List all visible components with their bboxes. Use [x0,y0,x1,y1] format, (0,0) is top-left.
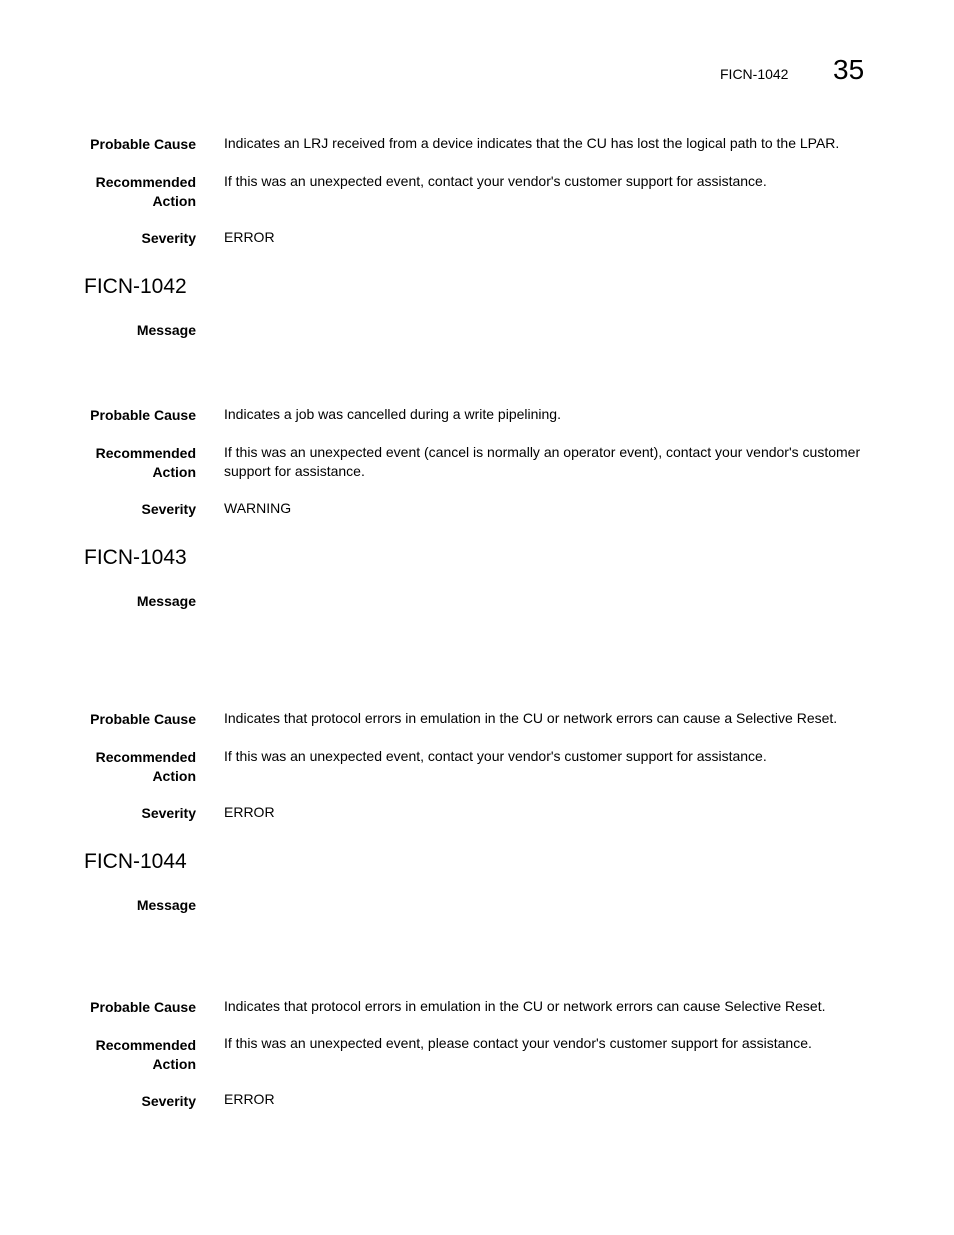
recommended-action-label [60,173,196,211]
section-title: FICN-1042 [84,275,187,298]
probable-cause-text: Indicates that protocol errors in emulation in the CU or network errors can cause Selective Reset. [224,998,826,1014]
section-title: FICN-1043 [84,546,187,569]
probable-cause-text: Indicates a job was cancelled during a write pipelining. [224,406,561,422]
probable-cause-text: Indicates that protocol errors in emulation in the CU or network errors can cause a Selective Reset. [224,710,838,726]
recommended-label-line2: Action [152,464,196,480]
severity-value: ERROR [224,804,275,820]
severity-label: Severity [141,230,196,246]
recommended-action-text: If this was an unexpected event (cancel is normally an operator event), contact your vendor's customer support for assistance. [224,444,861,479]
severity-value: WARNING [224,500,292,516]
recommended-label-line1: Recommended [95,174,196,190]
recommended-action-text: If this was an unexpected event, contact your vendor's customer support for assistance. [224,173,767,189]
severity-label: Severity [141,1093,196,1109]
chapter-number: 35 [833,54,865,85]
section-title: FICN-1044 [84,850,187,873]
severity-value: ERROR [224,1091,275,1107]
probable-cause-text: Indicates an LRJ received from a device indicates that the CU has lost the logical path to the LPAR. [224,135,840,151]
recommended-label-line2: Action [152,768,196,784]
message-label: Message [136,322,196,338]
recommended-action-label [60,1036,196,1074]
recommended-action-label [60,444,196,482]
probable-cause-label: Probable Cause [90,407,196,423]
probable-cause-label: Probable Cause [90,999,196,1015]
severity-value: ERROR [224,229,275,245]
probable-cause-label: Probable Cause [90,711,196,727]
recommended-label-line2: Action [152,193,196,209]
message-label: Message [136,897,196,913]
severity-label: Severity [141,805,196,821]
recommended-label-line1: Recommended [95,749,196,765]
recommended-action-text: If this was an unexpected event, contact your vendor's customer support for assistance. [224,748,767,764]
message-label: Message [136,593,196,609]
recommended-action-text: If this was an unexpected event, please contact your vendor's customer support for assistance. [224,1035,812,1051]
recommended-label-line1: Recommended [95,1037,196,1053]
running-header-label: FICN-1042 [720,66,789,82]
recommended-label-line2: Action [152,1056,196,1072]
recommended-action-label [60,748,196,786]
severity-label: Severity [141,501,196,517]
probable-cause-label: Probable Cause [90,136,196,152]
recommended-label-line1: Recommended [95,445,196,461]
